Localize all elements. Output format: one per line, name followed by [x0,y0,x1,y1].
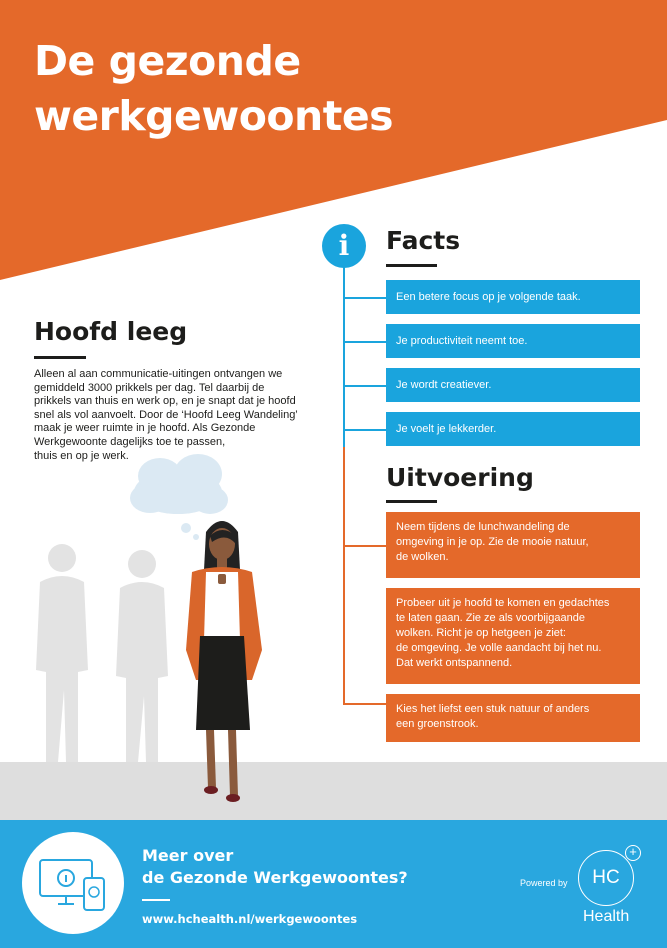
step-line: te laten gaan. Zie ze als voorbijgaande [396,612,585,624]
hoofd-leeg-heading: Hoofd leeg [34,317,188,346]
step-line: Kies het liefst een stuk natuur of anders [396,703,590,715]
step-line: een groenstrook. [396,718,479,730]
step-line: Probeer uit je hoofd te komen en gedachtes [396,597,610,609]
hc-health-logo-text: Health [583,908,630,925]
timeline-branch [343,429,386,431]
timeline-line-facts [343,262,345,447]
fact-item: Je voelt je lekkerder. [386,412,640,446]
uitvoering-heading: Uitvoering [386,463,534,492]
timeline-branch [343,341,386,343]
facts-underline [386,264,437,267]
footer-heading-line-1: Meer over [142,846,234,865]
fact-item: Een betere focus op je volgende taak. [386,280,640,314]
plus-icon: + [625,845,641,861]
hoofd-line: prikkels van thuis en werk op, en je snapt dat je hoofd [34,395,296,408]
fact-item: Je wordt creatiever. [386,368,640,402]
timeline-branch [343,545,386,547]
hoofd-line: maak je weer ruimte in je hoofd. Als Gezonde [34,422,256,435]
hoofd-line: thuis en op je werk. [34,449,129,462]
step-line: omgeving in je op. Zie de mooie natuur, [396,536,589,548]
page-title-line-2: werkgewoontes [34,92,394,140]
footer-heading-line-2: de Gezonde Werkgewoontes? [142,868,408,887]
hoofd-line: Alleen al aan communicatie-uitingen ontvangen we [34,368,283,380]
hoofd-line: gemiddeld 3000 prikkels per dag. Tel daarbij de [34,381,265,394]
step-item [386,588,640,684]
footer-divider [142,899,170,901]
hc-health-logo: HC [578,850,634,906]
step-item [386,512,640,578]
walking-woman-illustration [0,440,320,820]
step-line: wolken. Richt je op hetgeen je ziet: [396,627,566,639]
hoofd-line: snel als vol aanvoelt. Door de ‘Hoofd Leeg Wandeling’ [34,408,298,421]
footer-heading [142,845,408,889]
facts-heading: Facts [386,226,461,255]
footer-devices-badge [22,832,124,934]
powered-by-label: Powered by [520,878,568,888]
hoofd-line: Werkgewoonte dagelijks toe te passen, [34,435,226,448]
hoofd-leeg-underline [34,356,86,359]
page-title-line-1: De gezonde [34,37,301,85]
person-silhouette-icon [36,544,168,762]
page-title [34,34,393,144]
devices-icon [22,832,124,934]
step-line: de wolken. [396,551,449,563]
footer-website-link[interactable]: www.hchealth.nl/werkgewoontes [142,912,358,926]
step-line: Dat werkt ontspannend. [396,657,513,669]
step-line: Neem tijdens de lunchwandeling de [396,521,570,533]
timeline-branch [343,703,386,705]
step-line: de omgeving. Je volle aandacht bij het nu. [396,642,602,654]
timeline-branch [343,385,386,387]
timeline-branch [343,297,386,299]
info-icon: i [322,224,366,268]
step-item [386,694,640,742]
fact-item: Je productiviteit neemt toe. [386,324,640,358]
uitvoering-underline [386,500,437,503]
woman-figure-icon [186,521,262,802]
